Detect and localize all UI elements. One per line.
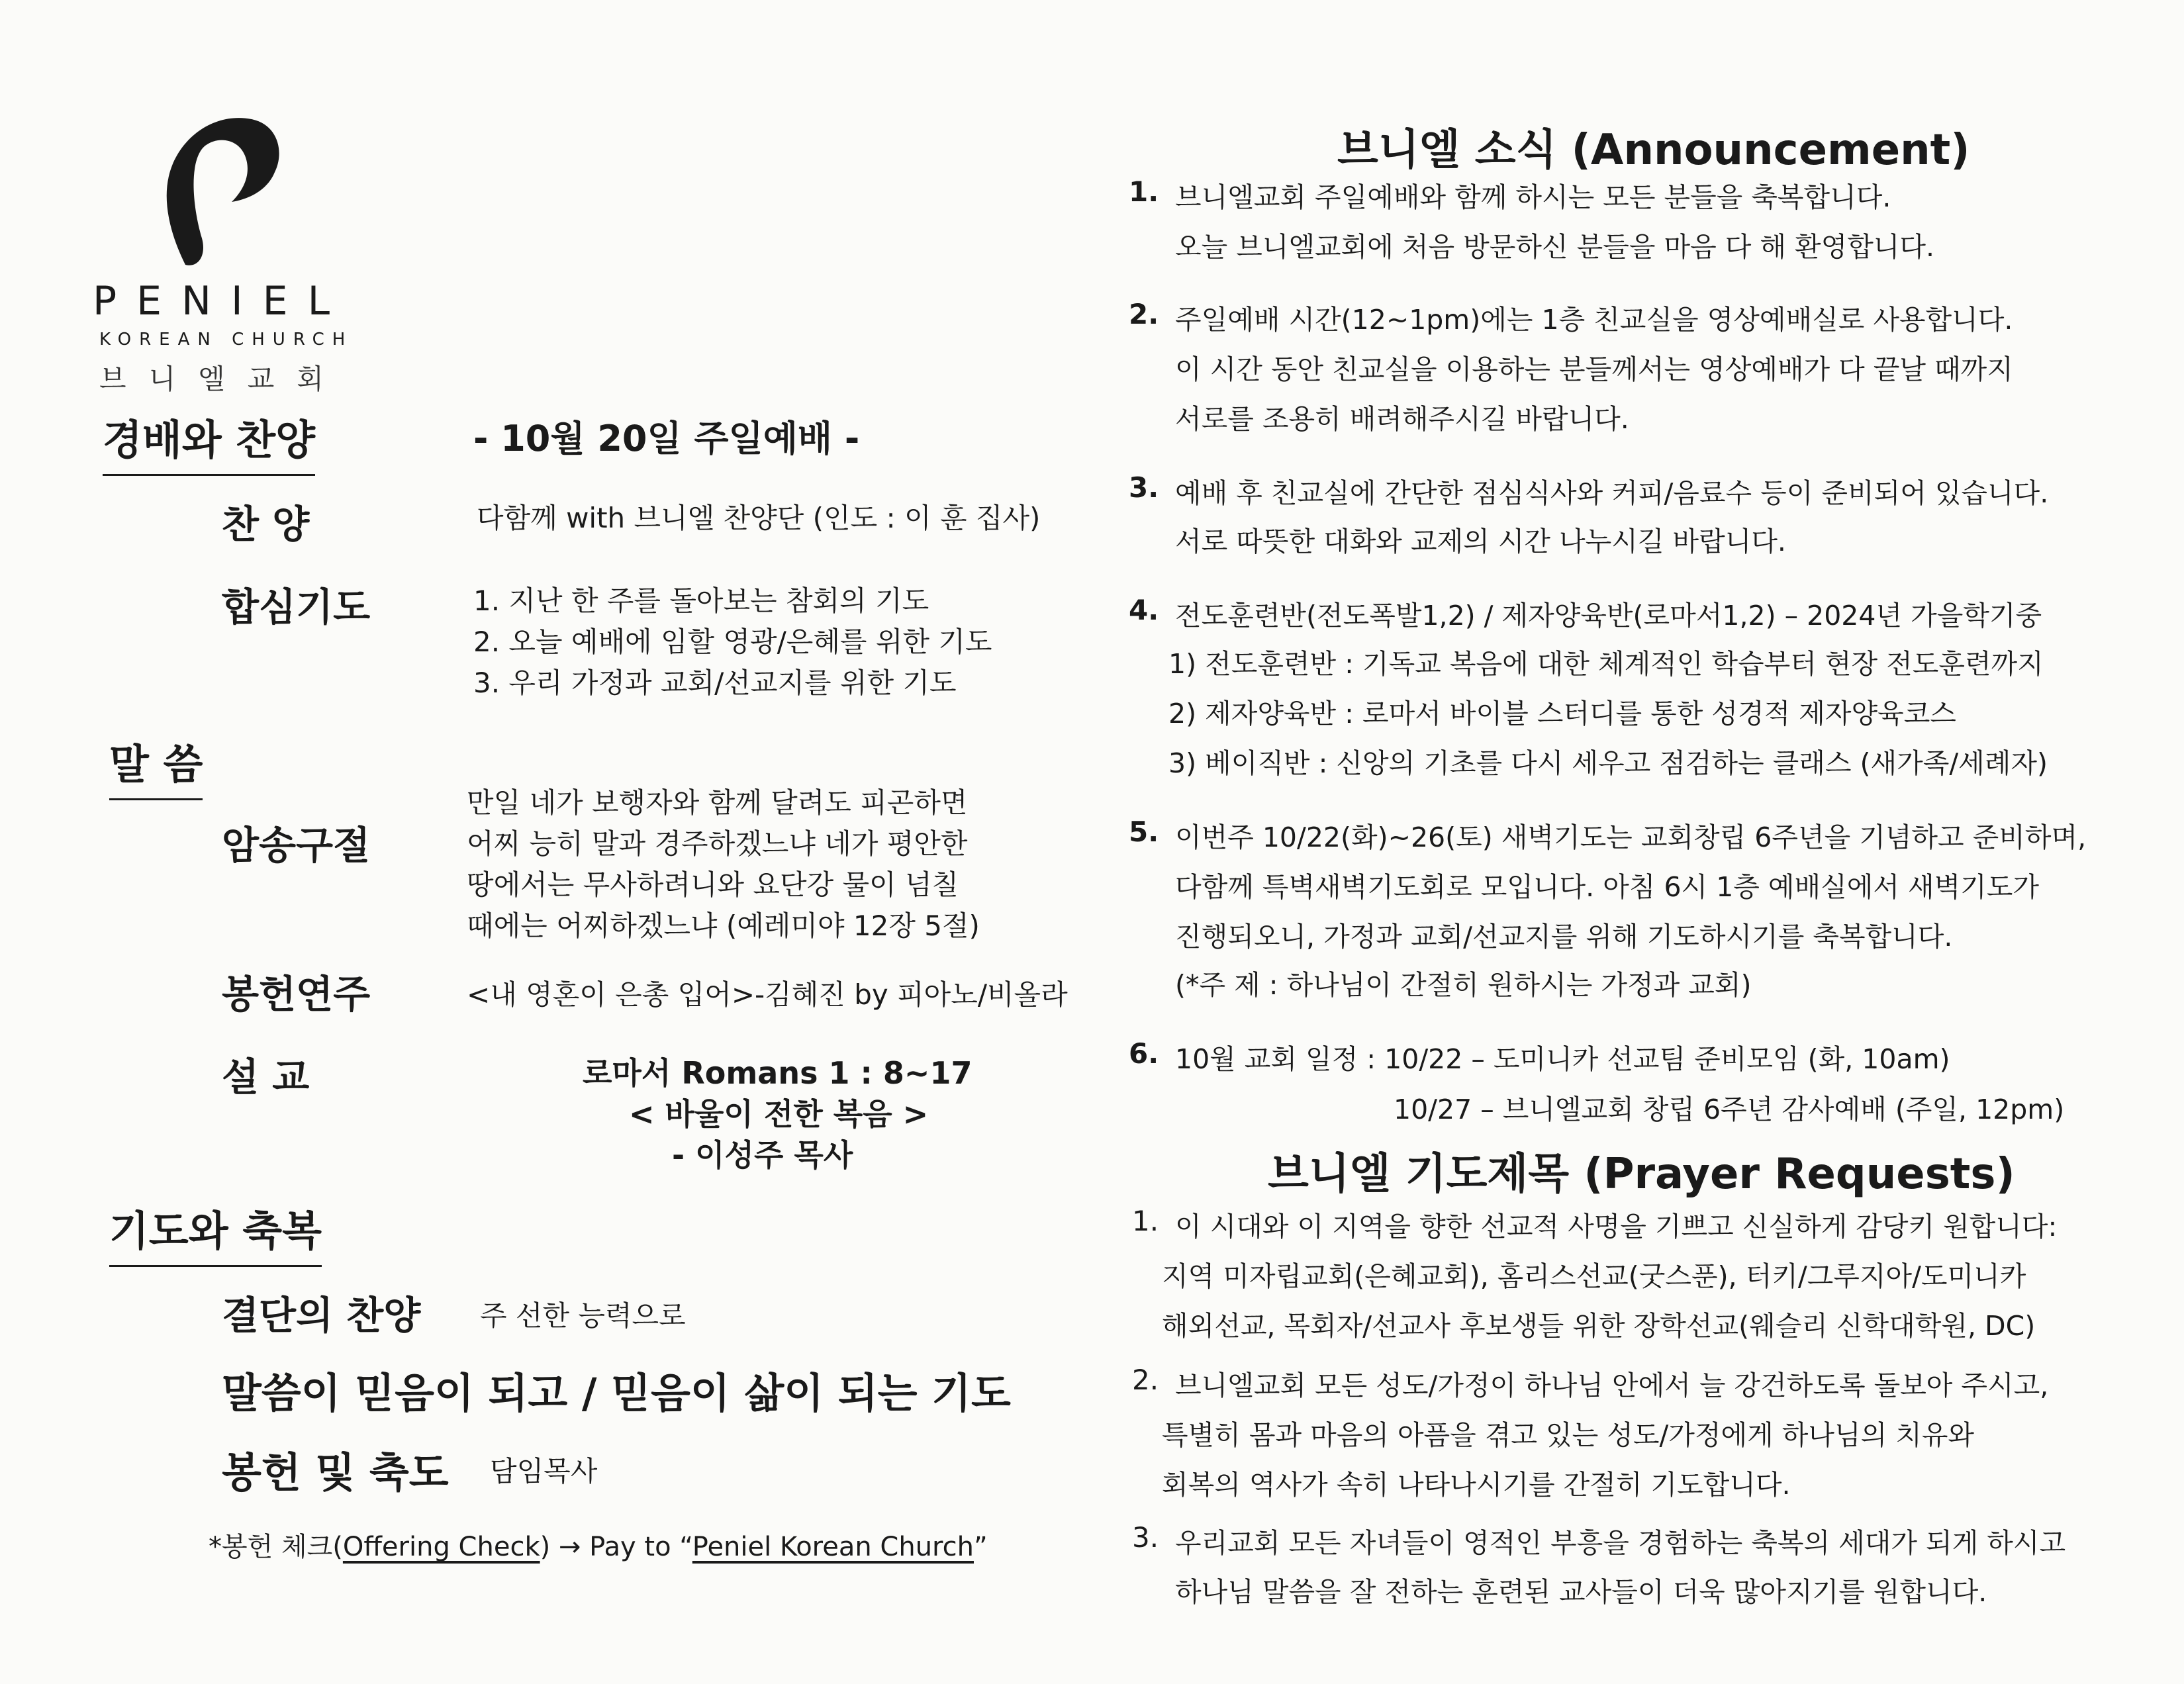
announcement-number: 5.: [1129, 816, 1159, 848]
announcement-line: 서로 따뜻한 대화와 교제의 시간 나누시길 바랍니다.: [1175, 526, 1786, 557]
prayer-item: 2. 오늘 예배에 임할 영광/은혜를 위한 기도: [473, 626, 992, 658]
memory-verse-line: 어찌 능히 말과 경주하겠느냐 네가 평안한: [467, 827, 968, 860]
offering-check-note: [209, 1526, 988, 1564]
blessing-heading: 기도와 축복: [109, 1198, 322, 1267]
announcement-number: 6.: [1129, 1037, 1159, 1070]
check-mid: ) → Pay to “: [540, 1532, 692, 1562]
praise-text: 다함께 with 브니엘 찬양단 (인도 : 이 훈 집사): [477, 502, 1041, 534]
check-payee: Peniel Korean Church: [692, 1532, 974, 1562]
offering-benediction-label: 봉헌 및 축도: [222, 1448, 449, 1497]
praise-label: 찬 양: [222, 502, 310, 547]
prayer-item: 3. 우리 가정과 교회/선교지를 위한 기도: [473, 667, 957, 699]
memory-verse-line: 때에는 어찌하겠느냐 (예레미야 12장 5절): [467, 910, 980, 942]
announcement-number: 1.: [1129, 175, 1159, 208]
prayer-requests-title: 브니엘 기도제목 (Prayer Requests): [1268, 1150, 2015, 1199]
memory-verse-line: 땅에서는 무사하려니와 요단강 물이 넘칠: [467, 868, 959, 901]
announcement-line: 이번주 10/22(화)~26(토) 새벽기도는 교회창립 6주년을 기념하고 준비하며,: [1175, 821, 2087, 853]
sermon-title: < 바울이 전한 복음 >: [629, 1096, 929, 1132]
prayer-request-line: 이 시대와 이 지역을 향한 선교적 사명을 기쁘고 신실하게 감당키 원합니다:: [1175, 1211, 2058, 1242]
offering-music-text: <내 영혼이 은총 입어>-김혜진 by 피아노/비올라: [467, 978, 1068, 1011]
prayer-request-line: 특별히 몸과 마음의 아픔을 겪고 있는 성도/가정에게 하나님의 치유와: [1162, 1419, 1975, 1451]
decision-hymn-label: 결단의 찬양: [222, 1293, 421, 1338]
prayer-line: 말씀이 믿음이 되고 / 믿음이 삶이 되는 기도: [222, 1369, 1011, 1417]
announcement-line: 10/27 – 브니엘교회 창립 6주년 감사예배 (주일, 12pm): [1394, 1094, 2065, 1125]
announcement-subline: 3) 베이직반 : 신앙의 기초를 다시 세우고 점검하는 클래스 (새가족/세례자): [1168, 747, 2048, 779]
group-prayer-label: 합심기도: [222, 585, 371, 630]
prayer-request-line: 우리교회 모든 자녀들이 영적인 부흥을 경험하는 축복의 세대가 되게 하시고: [1175, 1527, 2066, 1559]
prayer-request-line: 지역 미자립교회(은혜교회), 홈리스선교(굿스푼), 터키/그루지아/도미니카: [1162, 1260, 2026, 1292]
announcement-line: 예배 후 친교실에 간단한 점심식사와 커피/음료수 등이 준비되어 있습니다.: [1175, 477, 2049, 509]
sermon-label: 설 교: [222, 1054, 310, 1099]
sermon-scripture: 로마서 Romans 1 : 8~17: [583, 1055, 973, 1091]
sermon-preacher: - 이성주 목사: [672, 1137, 853, 1173]
word-heading: 말 씀: [109, 731, 203, 800]
announcement-line: 브니엘교회 주일예배와 함께 하시는 모든 분들을 축복합니다.: [1175, 181, 1891, 213]
decision-hymn-text: 주 선한 능력으로: [480, 1299, 686, 1332]
announcement-line: 10월 교회 일정 : 10/22 – 도미니카 선교팀 준비모임 (화, 10am): [1175, 1043, 1950, 1075]
logo-korean: 브니엘교회: [99, 363, 346, 395]
prayer-request-line: 브니엘교회 모든 성도/가정이 하나님 안에서 늘 강건하도록 돌보아 주시고,: [1175, 1370, 2049, 1401]
check-end: ”: [973, 1532, 988, 1562]
announcement-line: 진행되오니, 가정과 교회/선교지를 위해 기도하시기를 축복합니다.: [1175, 921, 1953, 953]
worship-heading: 경배와 찬양: [103, 407, 315, 476]
memory-verse-line: 만일 네가 보행자와 함께 달려도 피곤하면: [467, 786, 968, 819]
announcement-line: 다함께 특벽새벽기도회로 모입니다. 아침 6시 1층 예배실에서 새벽기도가: [1175, 871, 2040, 903]
prayer-request-number: 3.: [1132, 1521, 1159, 1554]
prayer-request-number: 1.: [1132, 1205, 1159, 1237]
offering-benediction-text: 담임목사: [490, 1455, 598, 1487]
service-date-title: - 10월 20일 주일예배 -: [473, 418, 860, 459]
prayer-request-line: 해외선교, 목회자/선교사 후보생들 위한 장학선교(웨슬리 신학대학원, DC): [1162, 1310, 2036, 1342]
prayer-request-line: 회복의 역사가 속히 나타나시기를 간절히 기도합니다.: [1162, 1469, 1791, 1501]
announcement-number: 3.: [1129, 471, 1159, 504]
announcement-line: 오늘 브니엘교회에 처음 방문하신 분들을 마음 다 해 환영합니다.: [1175, 231, 1935, 263]
offering-music-label: 봉헌연주: [222, 972, 371, 1017]
church-logo-icon: [146, 106, 285, 271]
announcement-line: (*주 제 : 하나님이 간절히 원하시는 가정과 교회): [1175, 969, 1752, 1001]
logo-subtitle: KOREAN CHURCH: [99, 330, 354, 350]
announcement-line: 주일예배 시간(12~1pm)에는 1층 친교실을 영상예배실로 사용합니다.: [1175, 304, 2013, 336]
announcement-number: 4.: [1129, 594, 1159, 626]
logo-name: PENIEL: [93, 278, 350, 324]
prayer-item: 1. 지난 한 주를 돌아보는 참회의 기도: [473, 585, 929, 617]
check-offering-link: Offering Check: [342, 1532, 540, 1562]
announcement-subline: 1) 전도훈련반 : 기독교 복음에 대한 체계적인 학습부터 현장 전도훈련까지: [1168, 648, 2044, 680]
memory-verse-label: 암송구절: [222, 823, 371, 868]
announcement-number: 2.: [1129, 298, 1159, 330]
announcement-line: 서로를 조용히 배려해주시길 바랍니다.: [1175, 403, 1629, 435]
announcement-line: 이 시간 동안 친교실을 이용하는 분들께서는 영상예배가 다 끝날 때까지: [1175, 353, 2013, 385]
prayer-request-line: 하나님 말씀을 잘 전하는 훈련된 교사들이 더욱 많아지기를 원합니다.: [1175, 1576, 1987, 1608]
announcement-subline: 2) 제자양육반 : 로마서 바이블 스터디를 통한 성경적 제자양육코스: [1168, 698, 1956, 729]
prayer-request-number: 2.: [1132, 1364, 1159, 1396]
check-prefix: *봉헌 체크(: [209, 1532, 343, 1562]
announcement-title: 브니엘 소식 (Announcement): [1337, 126, 1970, 175]
announcement-line: 전도훈련반(전도폭발1,2) / 제자양육반(로마서1,2) – 2024년 가을학기중: [1175, 600, 2042, 632]
